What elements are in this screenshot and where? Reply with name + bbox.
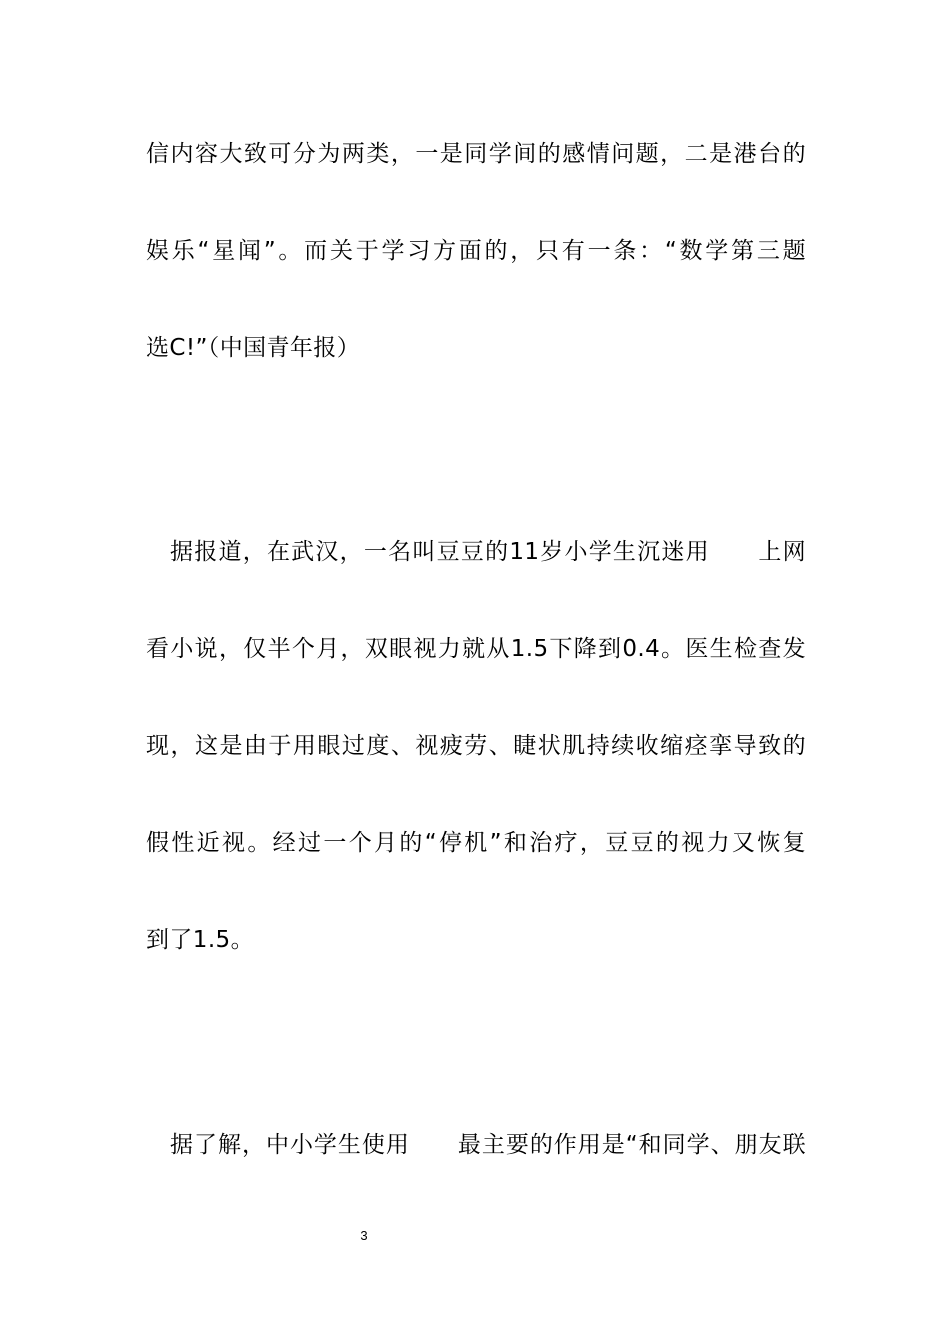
text-line: 假性近视。经过一个月的“停机”和治疗，豆豆的视力又恢复 <box>146 830 806 856</box>
text-line: 现，这是由于用眼过度、视疲劳、睫状肌持续收缩痉挛导致的 <box>146 733 806 759</box>
text-line: 到了1.5。 <box>146 927 254 953</box>
text-line: 选C!”（中国青年报） <box>146 335 361 361</box>
page-number: 3 <box>360 1228 368 1243</box>
text-line: 信内容大致可分为两类，一是同学间的感情问题，二是港台的 <box>146 141 806 167</box>
text-line: 据了解，中小学生使用 最主要的作用是“和同学、朋友联 <box>170 1132 806 1158</box>
text-line: 据报道，在武汉，一名叫豆豆的11岁小学生沉迷用 上网 <box>170 539 806 565</box>
text-line: 看小说，仅半个月，双眼视力就从1.5下降到0.4。医生检查发 <box>146 636 806 662</box>
text-line: 娱乐“星闻”。而关于学习方面的，只有一条：“数学第三题 <box>146 238 806 264</box>
